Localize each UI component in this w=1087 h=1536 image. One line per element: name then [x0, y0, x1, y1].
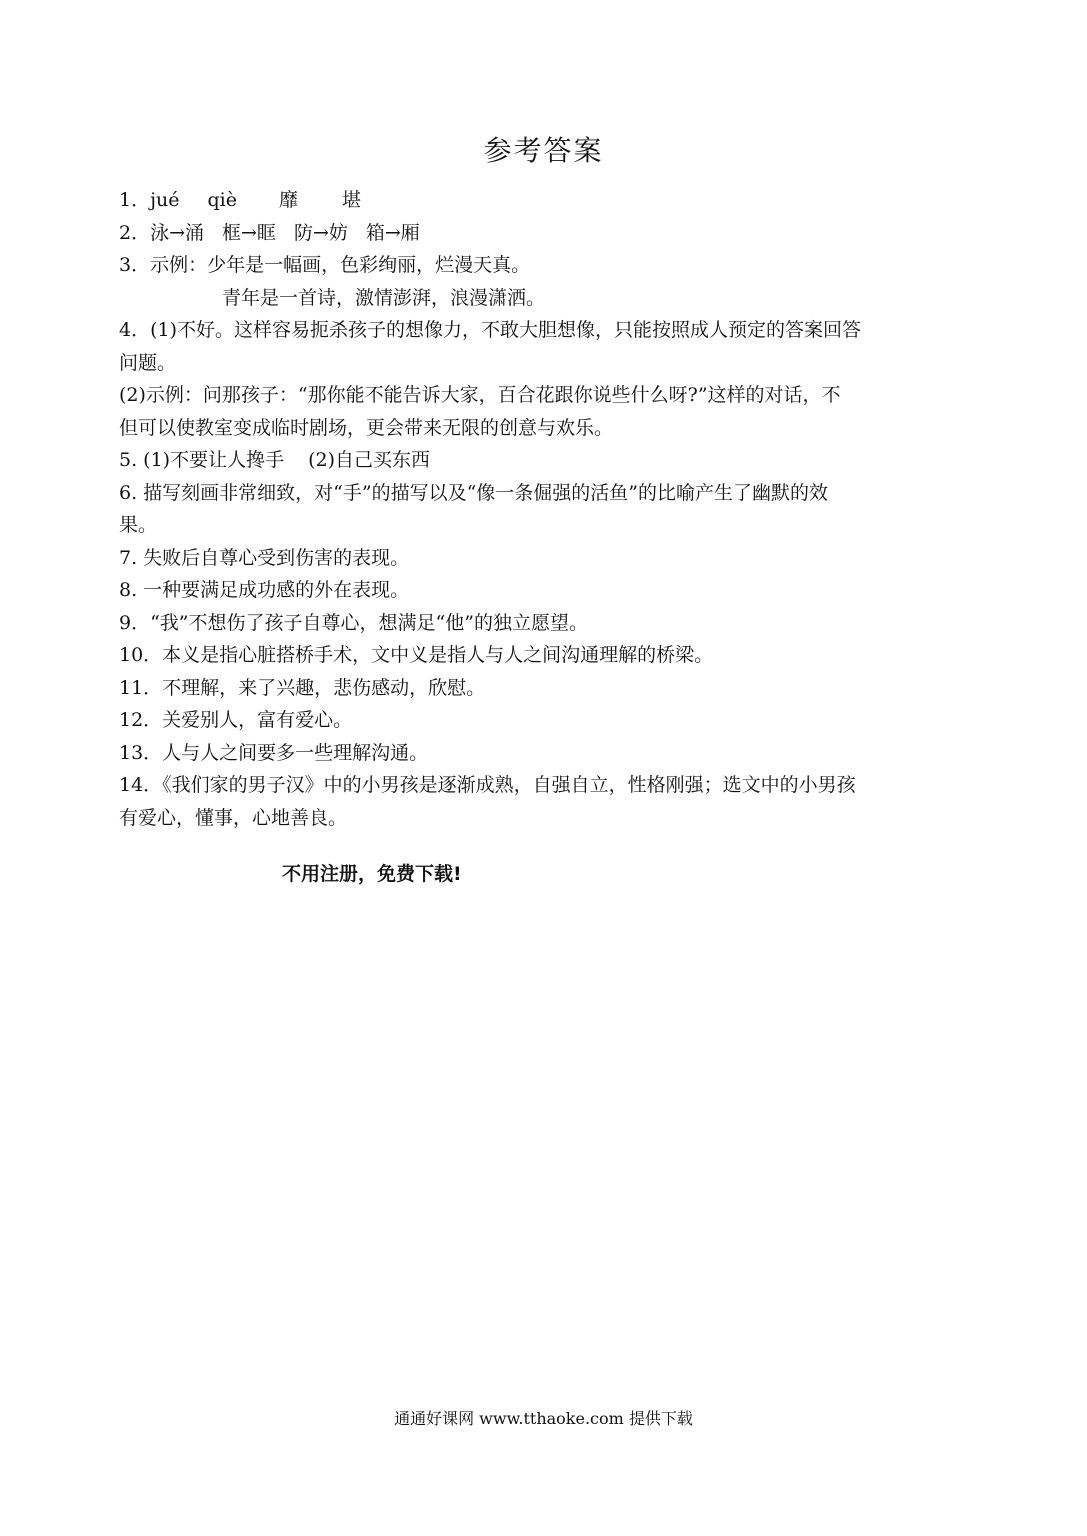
answer-13: 13．人与人之间要多一些理解沟通。 [119, 741, 429, 764]
answer-list [119, 184, 975, 834]
answer-14: 14．《我们家的男子汉》中的小男孩是逐渐成熟，自强自立，性格刚强；选文中的小男孩 [119, 774, 856, 796]
answer-2: 2．泳→涌 框→眶 防→妨 箱→厢 [119, 221, 420, 244]
answer-4-part-2: (2)示例：问那孩子：“那你能不能告诉大家，百合花跟你说些什么呀?”这样的对话，不 [119, 384, 841, 406]
answer-12: 12．关爱别人，富有爱心。 [119, 709, 353, 731]
answer-3: 3．示例：少年是一幅画，色彩绚丽，烂漫天真。 [119, 254, 531, 276]
answer-9: 9．“我”不想伤了孩子自尊心，想满足“他”的独立愿望。 [119, 611, 588, 634]
answer-1: 1．jué qiè 靡 堪 [119, 189, 361, 211]
answer-4-part-2-cont: 但可以使教室变成临时剧场，更会带来无限的创意与欢乐。 [119, 416, 614, 439]
answer-3-line-2: 青年是一首诗，激情澎湃，浪漫潇洒。 [222, 286, 546, 309]
answer-8: 8. 一种要满足成功感的外在表现。 [119, 579, 410, 601]
answer-6: 6. 描写刻画非常细致，对“手”的描写以及“像一条倔强的活鱼”的比喻产生了幽默的效 [119, 481, 829, 504]
footer-text: 通通好课网 www.tthaoke.com 提供下载 [394, 1409, 693, 1428]
answer-4-part-1: 4．(1)不好。这样容易扼杀孩子的想像力，不敢大胆想像，只能按照成人预定的答案回答 [119, 319, 862, 341]
answer-7: 7. 失败后自尊心受到伤害的表现。 [119, 546, 410, 569]
promo-text: 不用注册，免费下载! [282, 863, 462, 885]
answer-10: 10．本义是指心脏搭桥手术，文中义是指人与人之间沟通理解的桥梁。 [119, 644, 714, 666]
answer-6-cont: 果。 [119, 514, 158, 536]
answer-5: 5. (1)不要让人搀手 (2)自己买东西 [119, 449, 431, 471]
answer-14-cont: 有爱心，懂事，心地善良。 [119, 806, 348, 829]
page-title: 参考答案 [483, 134, 604, 167]
answer-4-part-1-cont: 问题。 [119, 351, 177, 374]
answer-11: 11．不理解，来了兴趣，悲伤感动，欣慰。 [119, 676, 486, 699]
